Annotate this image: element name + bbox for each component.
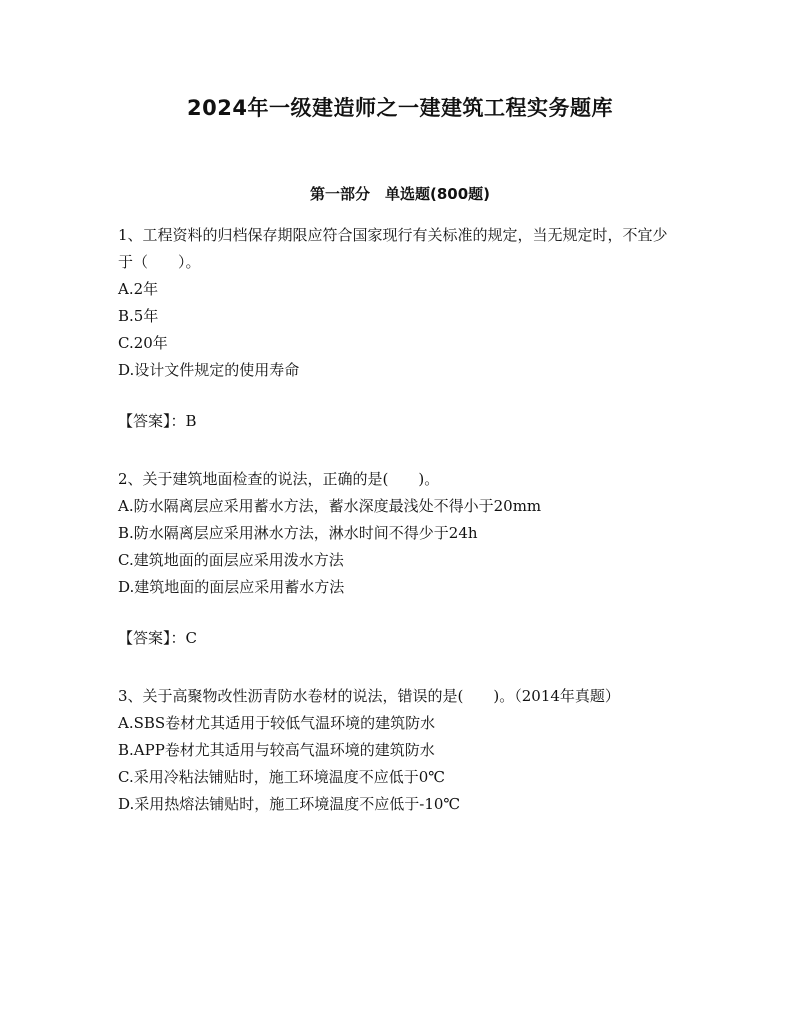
- option-b: B.APP卷材尤其适用与较高气温环境的建筑防水: [118, 741, 435, 759]
- option-a: A.2年: [118, 280, 159, 298]
- option-list: [118, 493, 678, 601]
- answer-block: [118, 408, 678, 435]
- section-title: 第一部分 单选题(800题): [309, 185, 491, 203]
- question-stem: 1、工程资料的归档保存期限应符合国家现行有关标准的规定，当无规定时，不宜少于（ ）。: [118, 226, 668, 271]
- option-b: B.防水隔离层应采用淋水方法，淋水时间不得少于24h: [118, 524, 478, 542]
- question-item: [118, 466, 678, 601]
- question-item: [118, 222, 678, 384]
- option-a: A.SBS卷材尤其适用于较低气温环境的建筑防水: [118, 714, 436, 732]
- question-list: [118, 222, 678, 818]
- option-d: D.设计文件规定的使用寿命: [118, 361, 300, 379]
- option-d: D.建筑地面的面层应采用蓄水方法: [118, 578, 345, 596]
- question-stem: 2、关于建筑地面检查的说法，正确的是( )。: [118, 470, 440, 488]
- option-b: B.5年: [118, 307, 159, 325]
- option-list: [118, 710, 678, 818]
- answer-label: 【答案】：B: [118, 412, 197, 430]
- option-a: A.防水隔离层应采用蓄水方法，蓄水深度最浅处不得小于20mm: [118, 497, 542, 515]
- option-c: C.建筑地面的面层应采用泼水方法: [118, 551, 344, 569]
- document-title: 2024年一级建造师之一建建筑工程实务题库: [187, 96, 613, 120]
- question-stem: 3、关于高聚物改性沥青防水卷材的说法，错误的是( )。（2014年真题）: [118, 687, 620, 705]
- option-c: C.采用冷粘法铺贴时，施工环境温度不应低于0℃: [118, 768, 446, 786]
- answer-block: [118, 625, 678, 652]
- option-c: C.20年: [118, 334, 168, 352]
- option-d: D.采用热熔法铺贴时，施工环境温度不应低于-10℃: [118, 795, 461, 813]
- option-list: [118, 276, 678, 384]
- answer-label: 【答案】：C: [118, 629, 197, 647]
- question-item: [118, 683, 678, 818]
